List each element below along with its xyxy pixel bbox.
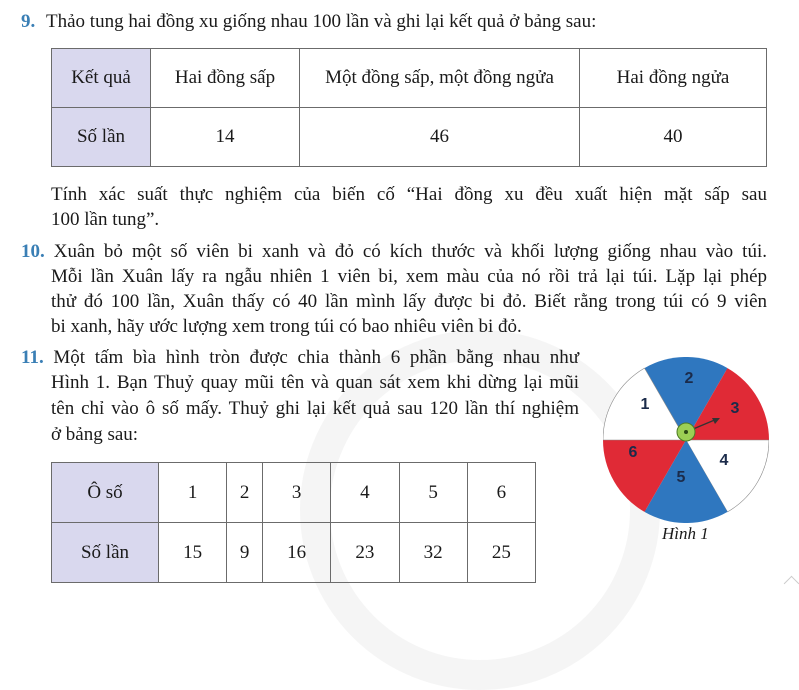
question-10 (21, 240, 767, 264)
question-11-line: Hình 1. Bạn Thuỷ quay mũi tên và quan sát xem khi dừng lại mũi (51, 372, 579, 393)
table-header-cell: 3 (263, 463, 331, 523)
question-11 (21, 346, 579, 370)
question-11-line: ở bảng sau: (51, 424, 139, 445)
table-cell: 15 (159, 523, 227, 583)
figure-caption: Hình 1 (662, 524, 709, 543)
table-header-cell: 1 (159, 463, 227, 523)
coin-results-table (51, 48, 767, 167)
table-cell: 23 (331, 523, 399, 583)
table-row-label: Số lần (52, 523, 159, 583)
page-corner-mark (784, 576, 799, 592)
table-cell: 14 (151, 108, 300, 167)
table-header-cell: 4 (331, 463, 399, 523)
table-row (52, 49, 767, 108)
table-row (52, 463, 536, 523)
table-row (52, 523, 536, 583)
table-header-cell: 6 (467, 463, 535, 523)
table-header-cell: 5 (399, 463, 467, 523)
question-10-line: thử đó 100 lần, Xuân thấy có 40 lần mình lấy được bi đỏ. Biết rằng trong túi có 9 viên (51, 291, 767, 312)
table-cell: 16 (263, 523, 331, 583)
question-11-line: tên chỉ vào ô số mấy. Thuỷ ghi lại kết quả sau 120 lần thí nghiệm (51, 398, 579, 419)
question-number: 9. (21, 11, 36, 32)
sector-label: 2 (684, 370, 694, 387)
table-header-cell: 2 (227, 463, 263, 523)
table-header-cell: Ô số (52, 463, 159, 523)
table-cell: 46 (300, 108, 580, 167)
table-cell: 9 (227, 523, 263, 583)
question-9-followup-line: Tính xác suất thực nghiệm của biến cố “Hai đồng xu đều xuất hiện mặt sấp sau (51, 184, 767, 205)
spinner-hub-center (684, 430, 688, 434)
table-cell: 32 (399, 523, 467, 583)
table-cell: 25 (467, 523, 535, 583)
spinner-figure (603, 357, 769, 523)
sector-label: 1 (640, 396, 650, 413)
table-cell: 40 (580, 108, 767, 167)
sector-label: 3 (730, 400, 740, 417)
question-number: 10. (21, 241, 45, 262)
question-text: Xuân bỏ một số viên bi xanh và đỏ có kích thước và khối lượng giống nhau vào túi. (53, 241, 767, 262)
sector-label: 4 (719, 452, 729, 469)
question-text: Một tấm bìa hình tròn được chia thành 6 phần bằng nhau như (53, 347, 580, 368)
question-10-line: bi xanh, hãy ước lượng xem trong túi có bao nhiêu viên bi đỏ. (51, 316, 522, 337)
table-row (52, 108, 767, 167)
question-text: Thảo tung hai đồng xu giống nhau 100 lần và ghi lại kết quả ở bảng sau: (46, 11, 597, 32)
question-10-line: Mỗi lần Xuân lấy ra ngẫu nhiên 1 viên bi, xem màu của nó rồi trả lại túi. Lặp lại phép (51, 266, 767, 287)
sector-label: 5 (676, 469, 686, 486)
table-header-cell: Hai đồng ngửa (580, 49, 767, 108)
table-header-cell: Kết quả (52, 49, 151, 108)
table-header-cell: Hai đồng sấp (151, 49, 300, 108)
sector-label: 6 (628, 444, 638, 461)
spinner-results-table (51, 462, 536, 583)
question-9-followup-line: 100 lần tung”. (51, 209, 160, 230)
table-row-label: Số lần (52, 108, 151, 167)
question-9 (21, 10, 596, 34)
table-header-cell: Một đồng sấp, một đồng ngửa (300, 49, 580, 108)
question-number: 11. (21, 347, 44, 368)
